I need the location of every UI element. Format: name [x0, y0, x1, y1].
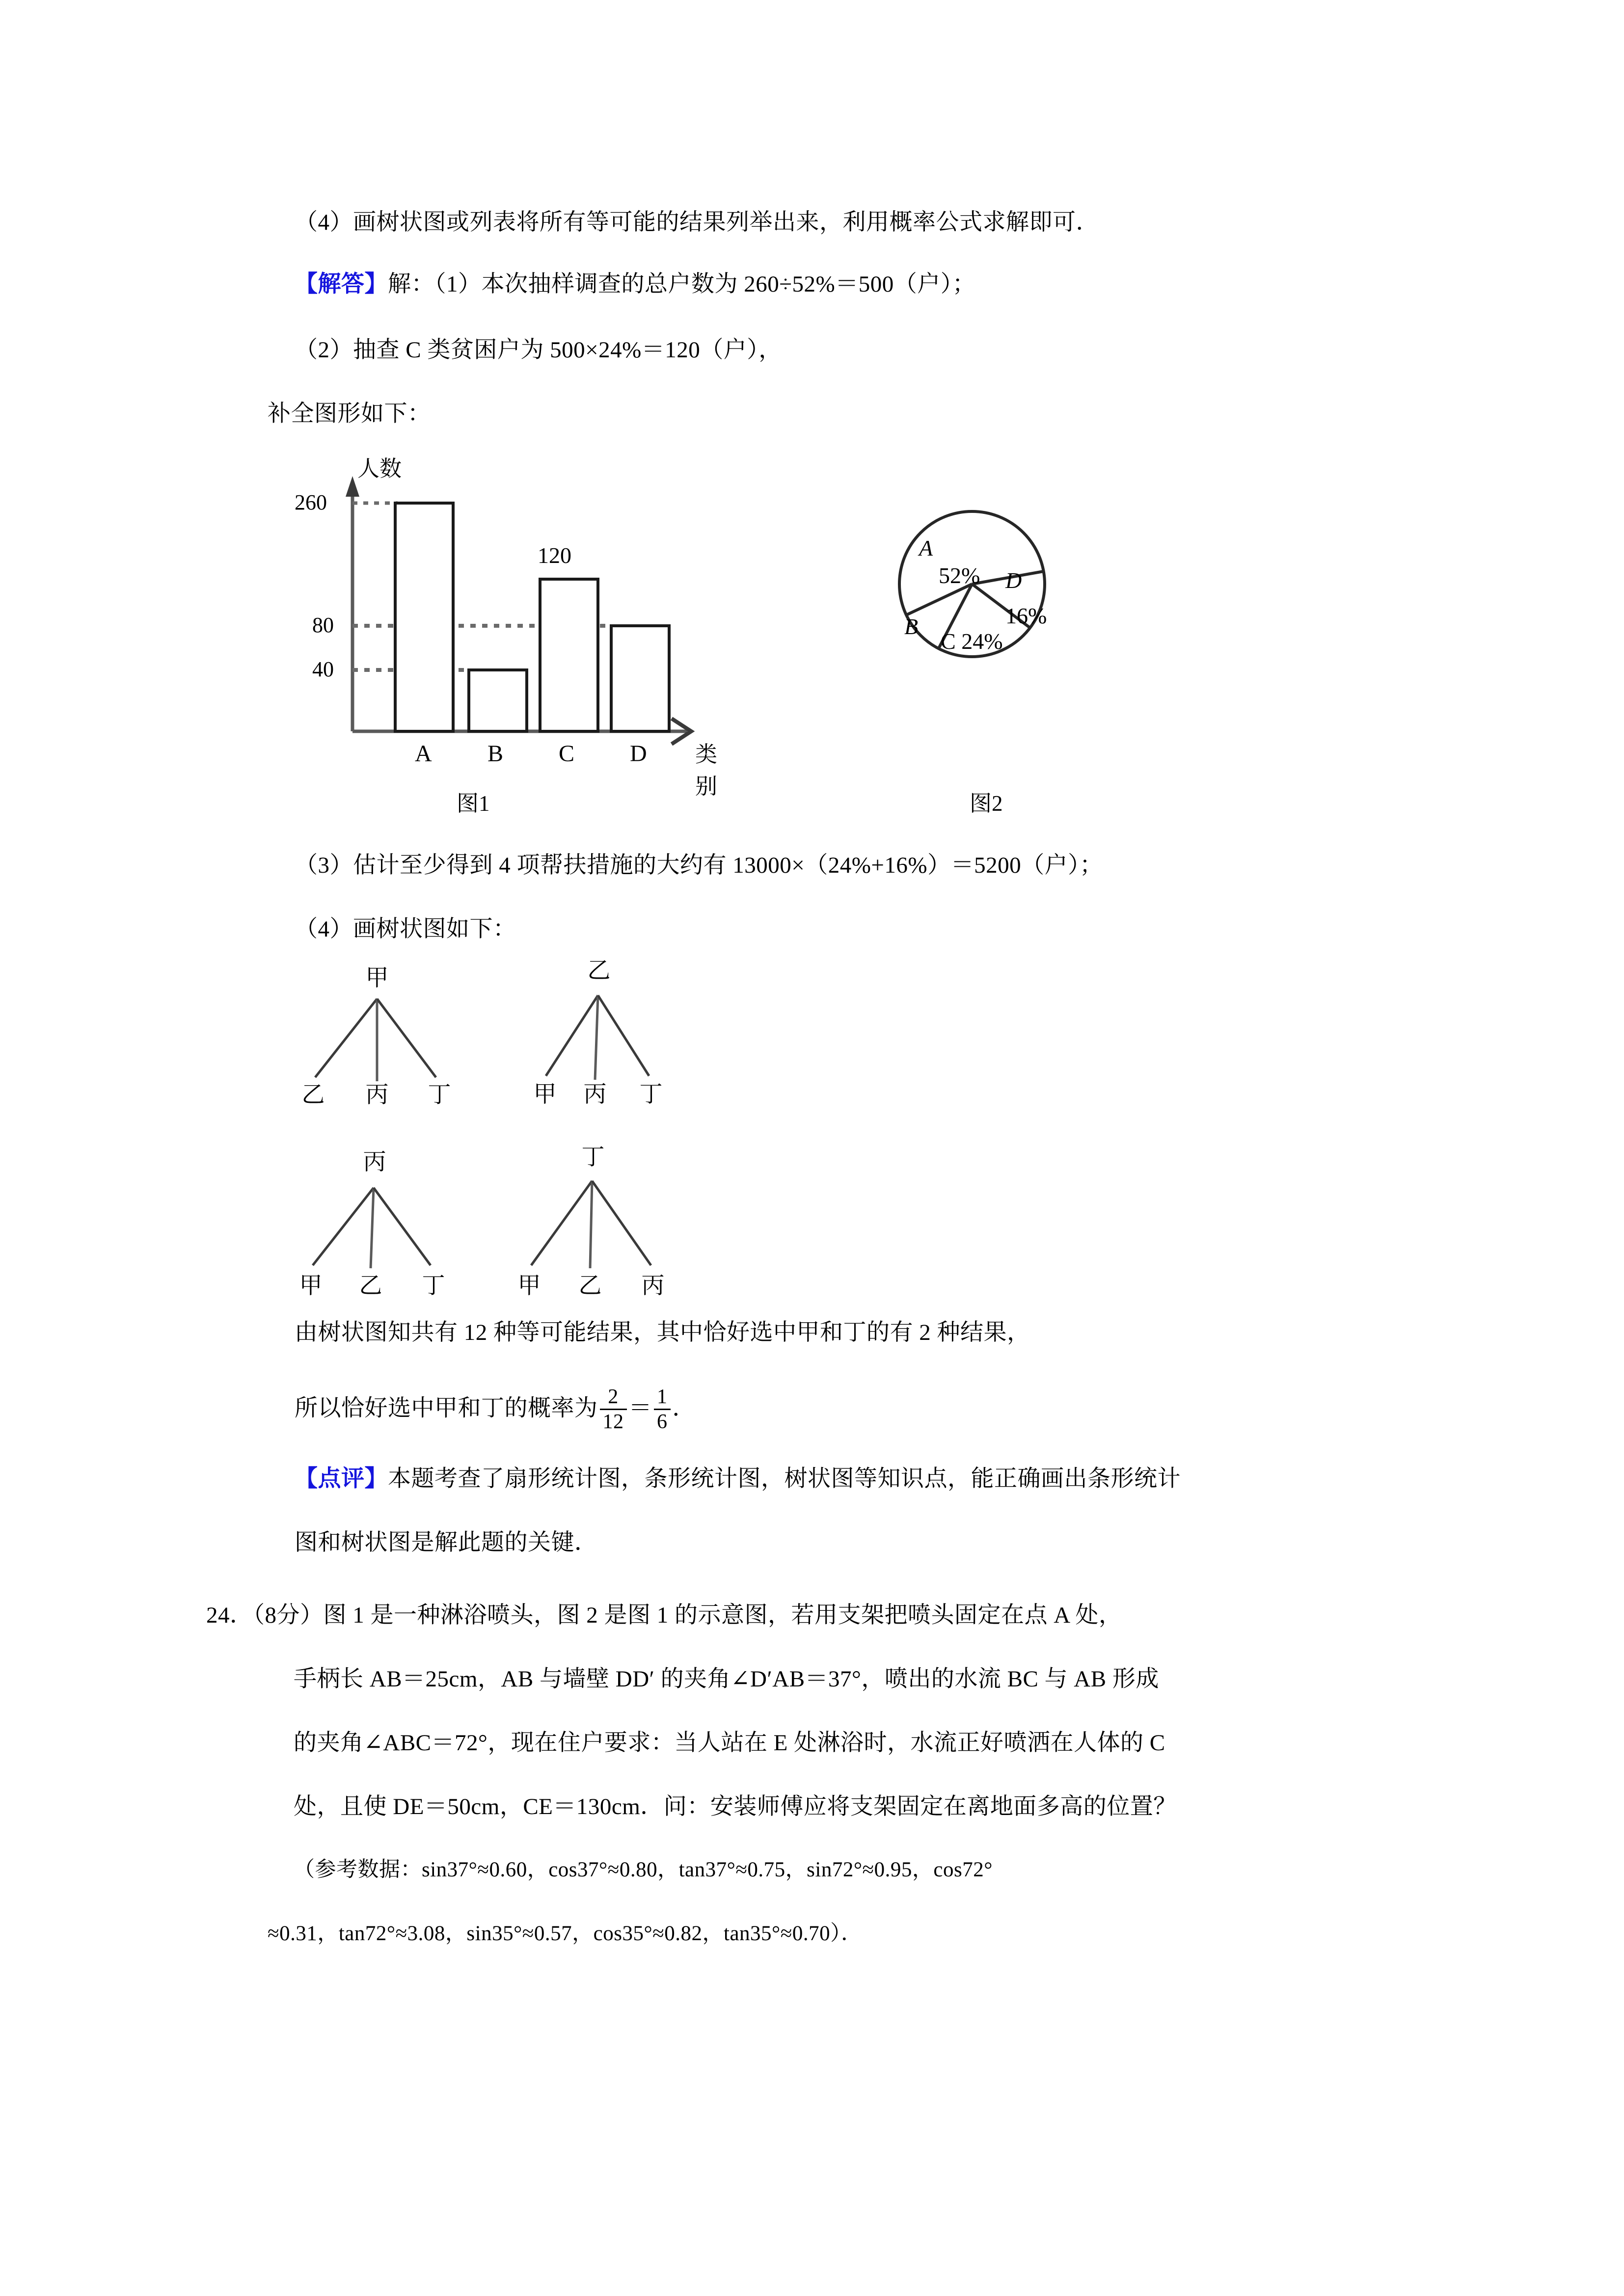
tree-4-child-3: 丙	[641, 1273, 665, 1299]
answer-step-2: （2）抽查 C 类贫困户为 500×24%＝120（户），	[295, 337, 782, 363]
x-label-D: D	[630, 741, 647, 767]
pie-label-C	[941, 628, 1003, 654]
question-24-line-3: 的夹角∠ABC＝72°，现在住户要求：当人站在 E 处淋浴时，水流正好喷洒在人体的 C	[294, 1730, 1165, 1756]
y-tick-260: 260	[295, 490, 327, 514]
analysis-step-4: （4）画树状图或列表将所有等可能的结果列举出来，利用概率公式求解即可．	[295, 210, 1099, 235]
fraction-numerator-2: 1	[657, 1386, 668, 1408]
tree-diagram-3	[287, 1144, 498, 1299]
bar-chart-figure	[295, 456, 727, 816]
tree-2-branch-mid	[595, 995, 598, 1080]
pie-label-A: A	[919, 535, 933, 561]
tree-3-branch-mid	[371, 1188, 374, 1268]
question-24-line-2: 手柄长 AB＝25cm，AB 与墙壁 DD′ 的夹角∠D′AB＝37°，喷出的水流 BC 与 AB 形成	[294, 1666, 1159, 1692]
fraction-numerator-1: 2	[608, 1386, 619, 1408]
tree-conclusion: 由树状图知共有 12 种等可能结果，其中恰好选中甲和丁的有 2 种结果，	[295, 1320, 1030, 1345]
fraction-2-over-12	[600, 1386, 627, 1433]
x-axis-title: 类别	[695, 742, 718, 799]
tree-4-branch-left	[531, 1181, 592, 1265]
y-tick-80: 80	[312, 613, 334, 637]
tree-3-branch-left	[313, 1188, 374, 1265]
tree-diagram-1	[299, 960, 511, 1108]
bar-C	[540, 579, 598, 731]
pie-label-C-letter: C	[941, 629, 956, 654]
answer-tag: 【解答】	[295, 271, 388, 297]
pie-chart-figure	[835, 461, 1188, 816]
probability-equals: ＝	[628, 1395, 652, 1421]
tree-4-child-1: 甲	[517, 1273, 541, 1299]
question-24-line-5: （参考数据：sin37°≈0.60，cos37°≈0.80，tan37°≈0.75，sin72°≈0.95，cos72°	[294, 1858, 993, 1881]
tree-diagram-2	[520, 952, 727, 1107]
fraction-denominator-1: 12	[602, 1411, 624, 1434]
pie-label-B: B	[904, 614, 919, 639]
answer-step-3: （3）估计至少得到 4 项帮扶措施的大约有 13000×（24%+16%）＝5200（户）；	[295, 853, 1103, 878]
bar-A	[395, 503, 453, 731]
x-label-A: A	[415, 741, 432, 767]
bar-value-label-C: 120	[538, 543, 571, 568]
tree-3-child-3: 丁	[422, 1273, 445, 1299]
tree-1-root: 甲	[365, 965, 389, 991]
fraction-1-over-6	[654, 1386, 671, 1433]
probability-prefix: 所以恰好选中甲和丁的概率为	[295, 1395, 598, 1421]
pie-label-D: D	[1005, 568, 1022, 593]
tree-1-branch-left	[315, 999, 377, 1077]
tree-1-child-2: 丙	[365, 1082, 389, 1108]
complete-figures-text: 补全图形如下：	[268, 401, 431, 427]
tree-2-child-3: 丁	[639, 1082, 663, 1107]
tree-4-branch-right	[592, 1181, 651, 1265]
pie-percent-C: 24%	[961, 629, 1003, 654]
tree-3-root: 丙	[363, 1149, 386, 1175]
tree-1-branch-right	[377, 999, 436, 1077]
y-tick-40: 40	[312, 657, 334, 681]
probability-line	[295, 1387, 696, 1434]
comment-text-2: 图和树状图是解此题的关键．	[295, 1530, 598, 1555]
tree-diagram-4	[506, 1139, 717, 1299]
question-24-line-1: 24．（8分）图 1 是一种淋浴喷头，图 2 是图 1 的示意图，若用支架把喷头固定在点 A 处，	[206, 1602, 1122, 1628]
x-label-B: B	[487, 741, 504, 767]
tree-1-child-3: 丁	[428, 1082, 451, 1108]
bar-chart-svg	[295, 456, 727, 761]
tree-3-child-2: 乙	[359, 1273, 382, 1299]
fraction-denominator-2: 6	[657, 1411, 668, 1434]
answer-step-4: （4）画树状图如下：	[295, 916, 516, 942]
tree-2-root: 乙	[587, 958, 611, 984]
bar-D	[611, 626, 669, 731]
tree-4-root: 丁	[581, 1145, 605, 1170]
pie-percent-A: 52%	[939, 563, 980, 588]
tree-2-child-2: 丙	[583, 1082, 607, 1107]
fraction-bar-1	[600, 1409, 627, 1410]
pie-chart-svg	[835, 461, 1139, 766]
comment-text-1: 本题考查了扇形统计图，条形统计图，树状图等知识点，能正确画出条形统计	[388, 1466, 1181, 1492]
comment-section-line-1	[295, 1468, 1181, 1491]
figure2-caption: 图2	[970, 791, 1003, 816]
tree-4-branch-mid	[590, 1181, 592, 1268]
bar-B	[469, 670, 527, 731]
question-24-line-4: 处，且使 DE＝50cm，CE＝130cm．问：安装师傅应将支架固定在离地面多高的位置？	[294, 1794, 1177, 1819]
tree-3-child-1: 甲	[299, 1273, 323, 1299]
question-24-line-6: ≈0.31，tan72°≈3.08，sin35°≈0.57，cos35°≈0.82，tan35°≈0.70）．	[268, 1922, 863, 1945]
tree-1-branches	[299, 990, 511, 1103]
tree-3-branch-right	[374, 1188, 431, 1265]
probability-suffix: ．	[672, 1395, 696, 1421]
tree-2-child-1: 甲	[533, 1082, 557, 1107]
tree-2-branch-left	[546, 995, 598, 1076]
tree-2-branch-right	[598, 995, 649, 1076]
tree-1-child-1: 乙	[301, 1082, 325, 1108]
y-axis-title: 人数	[357, 456, 402, 481]
tree-4-child-2: 乙	[578, 1273, 602, 1299]
figure1-caption: 图1	[457, 791, 490, 816]
comment-tag: 【点评】	[295, 1466, 388, 1492]
fraction-bar-2	[654, 1409, 671, 1410]
x-label-C: C	[559, 741, 575, 767]
pie-percent-D: 16%	[1005, 603, 1047, 628]
answer-step-1: 解：（1）本次抽样调查的总户数为 260÷52%＝500（户）；	[388, 271, 976, 297]
answer-section-line-1	[295, 273, 975, 296]
